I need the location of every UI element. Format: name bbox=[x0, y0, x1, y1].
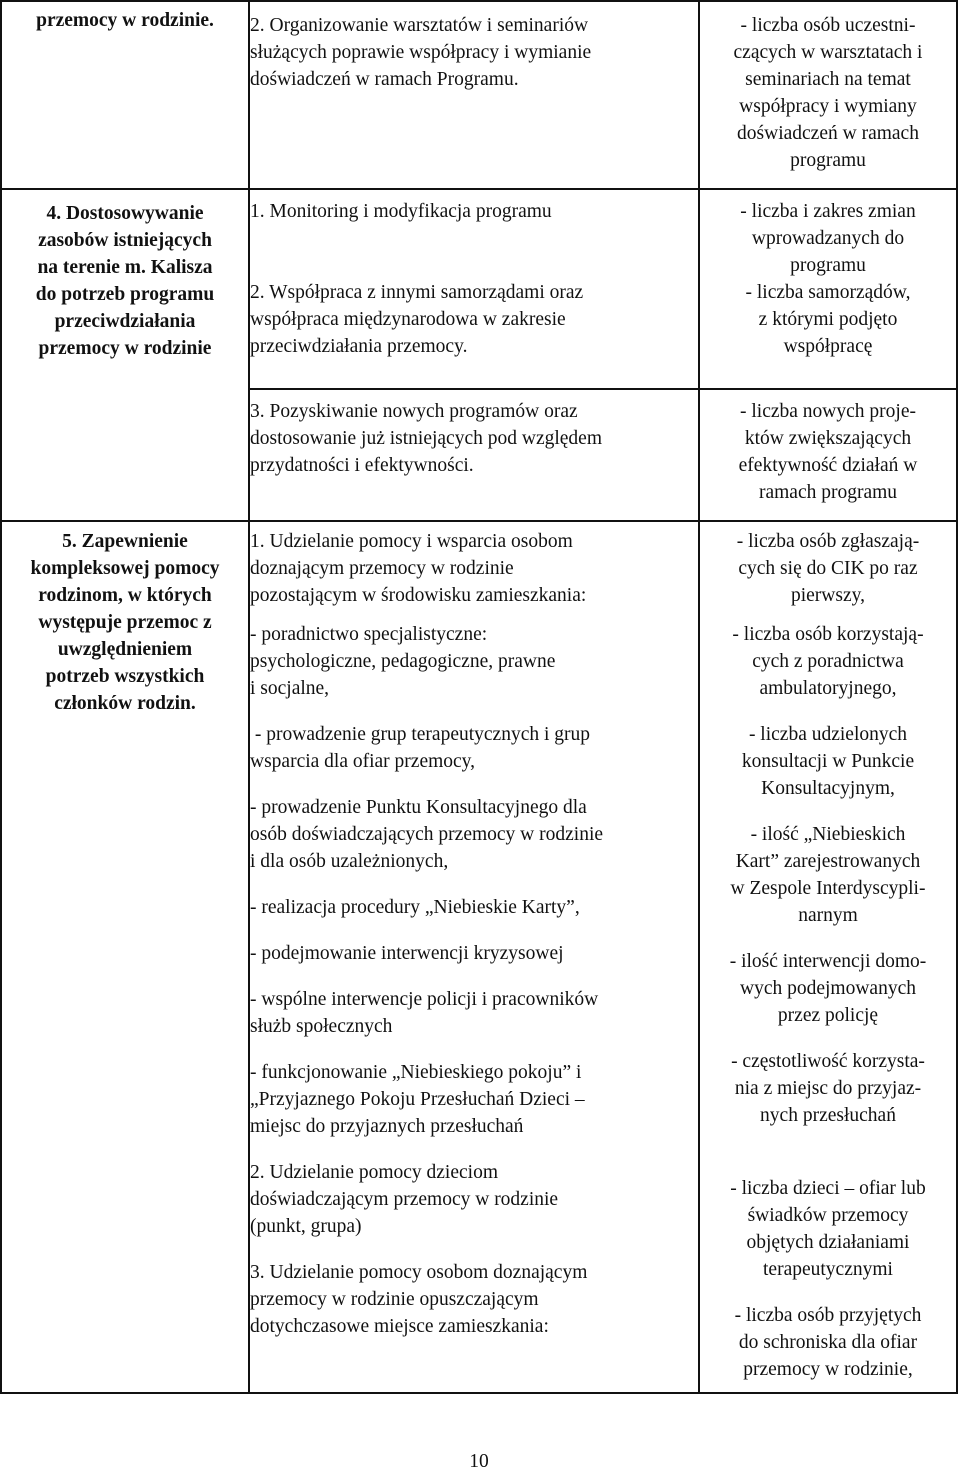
text-line: narnym bbox=[798, 905, 858, 926]
text-line: - realizacja procedury „Niebieskie Karty”, bbox=[250, 897, 580, 918]
text-line: - podejmowanie interwencji kryzysowej bbox=[250, 943, 564, 964]
text-line: miejsc do przyjaznych przesłuchań bbox=[250, 1116, 524, 1137]
text-line: objętych działaniami bbox=[746, 1232, 910, 1253]
text-line: 5. Zapewnienie bbox=[62, 531, 188, 552]
action-cell bbox=[249, 189, 699, 389]
text-line: doświadczeń w ramach bbox=[737, 123, 919, 144]
text-line: cych się do CIK po raz bbox=[738, 558, 918, 579]
text-line: nia z miejsc do przyjaz- bbox=[734, 1078, 922, 1099]
indicator-cell bbox=[699, 389, 957, 521]
text-line: przemocy w rodzinie bbox=[38, 338, 212, 359]
text-line: - liczba udzielonych bbox=[748, 724, 908, 745]
text-line: - ilość interwencji domo- bbox=[729, 951, 927, 972]
text-line: - liczba i zakres zmian bbox=[740, 201, 916, 222]
text-line: - poradnictwo specjalistyczne: bbox=[250, 624, 488, 645]
goal-cell bbox=[1, 1, 249, 189]
indicator-item bbox=[700, 609, 956, 702]
text-line: 4. Dostosowywanie bbox=[46, 203, 204, 224]
indicator-item bbox=[700, 390, 956, 506]
text-line: z którymi podjęto bbox=[758, 309, 898, 330]
action-item bbox=[250, 190, 698, 225]
action-item bbox=[250, 225, 698, 360]
text-line: współpracę bbox=[783, 336, 873, 357]
action-item bbox=[250, 967, 698, 1040]
text-line: - prowadzenie Punktu Konsultacyjnego dla bbox=[250, 797, 587, 818]
indicator-item bbox=[700, 279, 956, 360]
action-item bbox=[250, 609, 698, 702]
page-number: 10 bbox=[469, 1451, 489, 1472]
text-line: potrzeb wszystkich bbox=[45, 666, 205, 687]
text-line: przemocy w rodzinie opuszczającym bbox=[250, 1289, 539, 1310]
indicator-item bbox=[700, 1283, 956, 1383]
table-row bbox=[1, 189, 957, 389]
text-line: 2. Udzielanie pomocy dzieciom bbox=[250, 1162, 498, 1183]
text-line: - funkcjonowanie „Niebieskiego pokoju” i bbox=[250, 1062, 582, 1083]
text-line: programu bbox=[790, 150, 866, 171]
text-line: wych podejmowanych bbox=[740, 978, 916, 999]
text-line: doznającym przemocy w rodzinie bbox=[250, 558, 514, 579]
text-line: - liczba dzieci – ofiar lub bbox=[730, 1178, 926, 1199]
action-item bbox=[250, 390, 698, 479]
text-line: 2. Organizowanie warsztatów i seminariów bbox=[250, 15, 589, 36]
text-line: na terenie m. Kalisza bbox=[37, 257, 213, 278]
text-line: kompleksowej pomocy bbox=[30, 558, 220, 579]
goal-text bbox=[2, 522, 248, 717]
text-line: 3. Pozyskiwanie nowych programów oraz bbox=[250, 401, 578, 422]
text-line: - ilość „Niebieskich bbox=[750, 824, 906, 845]
text-line: - częstotliwość korzysta- bbox=[731, 1051, 925, 1072]
text-line: dotychczasowe miejsce zamieszkania: bbox=[250, 1316, 549, 1337]
goal-text: przemocy w rodzinie. bbox=[36, 10, 214, 31]
indicator-item bbox=[700, 929, 956, 1029]
goal-cell bbox=[1, 521, 249, 1393]
text-line: - prowadzenie grup terapeutycznych i grup bbox=[250, 724, 591, 745]
text-line: - liczba osób przyjętych bbox=[734, 1305, 922, 1326]
text-line: 3. Udzielanie pomocy osobom doznającym bbox=[250, 1262, 588, 1283]
text-line: do schroniska dla ofiar bbox=[738, 1332, 918, 1353]
action-item bbox=[250, 875, 698, 921]
text-line: do potrzeb programu bbox=[35, 284, 215, 305]
text-line: pozostającym w środowisku zamieszkania: bbox=[250, 585, 587, 606]
action-item bbox=[250, 1040, 698, 1140]
text-line: rodzinom, w których bbox=[38, 585, 212, 606]
text-line: któw zwiększających bbox=[744, 428, 912, 449]
text-line: pierwszy, bbox=[790, 585, 865, 606]
text-line: wsparcia dla ofiar przemocy, bbox=[250, 751, 476, 772]
text-line: służących poprawie współpracy i wymianie bbox=[250, 42, 592, 63]
text-line: wprowadzanych do bbox=[751, 228, 905, 249]
action-cell bbox=[249, 389, 699, 521]
indicator-cell bbox=[699, 1, 957, 189]
text-line: - wspólne interwencje policji i pracowników bbox=[250, 989, 599, 1010]
indicator-cell bbox=[699, 521, 957, 1393]
action-item bbox=[250, 1140, 698, 1240]
action-cell bbox=[249, 1, 699, 189]
text-line: członków rodzin. bbox=[54, 693, 196, 714]
text-line: Kart” zarejestrowanych bbox=[735, 851, 921, 872]
text-line: 1. Udzielanie pomocy i wsparcia osobom bbox=[250, 531, 573, 552]
text-line: osób doświadczających przemocy w rodzinie bbox=[250, 824, 604, 845]
text-line: służb społecznych bbox=[250, 1016, 393, 1037]
text-line: nych przesłuchań bbox=[760, 1105, 896, 1126]
text-line: przeciwdziałania bbox=[54, 311, 196, 332]
text-line: czących w warsztatach i bbox=[733, 42, 923, 63]
action-item bbox=[250, 702, 698, 775]
text-line: przydatności i efektywności. bbox=[250, 455, 474, 476]
text-line: ramach programu bbox=[758, 482, 898, 503]
action-item bbox=[250, 921, 698, 967]
text-line: współpraca międzynarodowa w zakresie bbox=[250, 309, 566, 330]
action-item bbox=[250, 1240, 698, 1340]
text-line: przeciwdziałania przemocy. bbox=[250, 336, 468, 357]
text-line: - liczba osób zgłaszają- bbox=[736, 531, 920, 552]
text-line: dostosowanie już istniejących pod względem bbox=[250, 428, 602, 449]
indicator-item bbox=[700, 1029, 956, 1129]
text-line: - liczba nowych proje- bbox=[740, 401, 916, 422]
indicator-item bbox=[700, 190, 956, 279]
text-line: (punkt, grupa) bbox=[250, 1216, 362, 1237]
text-line: - liczba osób korzystają- bbox=[732, 624, 924, 645]
text-line: cych z poradnictwa bbox=[752, 651, 904, 672]
text-line: występuje przemoc z bbox=[38, 612, 212, 633]
text-line: i dla osób uzależnionych, bbox=[250, 851, 449, 872]
text-line: w Zespole Interdyscypli- bbox=[730, 878, 926, 899]
text-line: współpracy i wymiany bbox=[739, 96, 917, 117]
table-row bbox=[1, 1, 957, 189]
indicator-text bbox=[700, 2, 956, 174]
indicator-item bbox=[700, 522, 956, 609]
text-line: konsultacji w Punkcie bbox=[741, 751, 915, 772]
text-line: psychologiczne, pedagogiczne, prawne bbox=[250, 651, 556, 672]
text-line: Konsultacyjnym, bbox=[761, 778, 895, 799]
text-line: uwzględnieniem bbox=[57, 639, 193, 660]
indicator-item bbox=[700, 702, 956, 802]
text-line: - liczba osób uczestni- bbox=[740, 15, 916, 36]
text-line: 2. Współpraca z innymi samorządami oraz bbox=[250, 282, 584, 303]
text-line: 1. Monitoring i modyfikacja programu bbox=[250, 201, 552, 222]
action-item bbox=[250, 522, 698, 609]
text-line: świadków przemocy bbox=[747, 1205, 909, 1226]
text-line: „Przyjaznego Pokoju Przesłuchań Dzieci – bbox=[250, 1089, 585, 1110]
text-line: efektywność działań w bbox=[738, 455, 918, 476]
text-line: ambulatoryjnego, bbox=[759, 678, 897, 699]
text-line: i socjalne, bbox=[250, 678, 330, 699]
action-item bbox=[250, 775, 698, 875]
text-line: zasobów istniejących bbox=[38, 230, 212, 251]
indicator-cell bbox=[699, 189, 957, 389]
text-line: - liczba samorządów, bbox=[745, 282, 911, 303]
text-line: przez policję bbox=[777, 1005, 879, 1026]
text-line: programu bbox=[790, 255, 866, 276]
text-line: terapeutycznymi bbox=[763, 1259, 893, 1280]
goal-cell bbox=[1, 189, 249, 521]
text-line: przemocy w rodzinie, bbox=[743, 1359, 913, 1380]
table-row bbox=[1, 521, 957, 1393]
action-cell bbox=[249, 521, 699, 1393]
text-line: seminariach na temat bbox=[745, 69, 911, 90]
indicator-item bbox=[700, 802, 956, 929]
action-text bbox=[250, 2, 698, 93]
text-line: doświadczeń w ramach Programu. bbox=[250, 69, 519, 90]
indicator-item bbox=[700, 1129, 956, 1283]
goal-text bbox=[2, 190, 248, 362]
text-line: doświadczającym przemocy w rodzinie bbox=[250, 1189, 559, 1210]
